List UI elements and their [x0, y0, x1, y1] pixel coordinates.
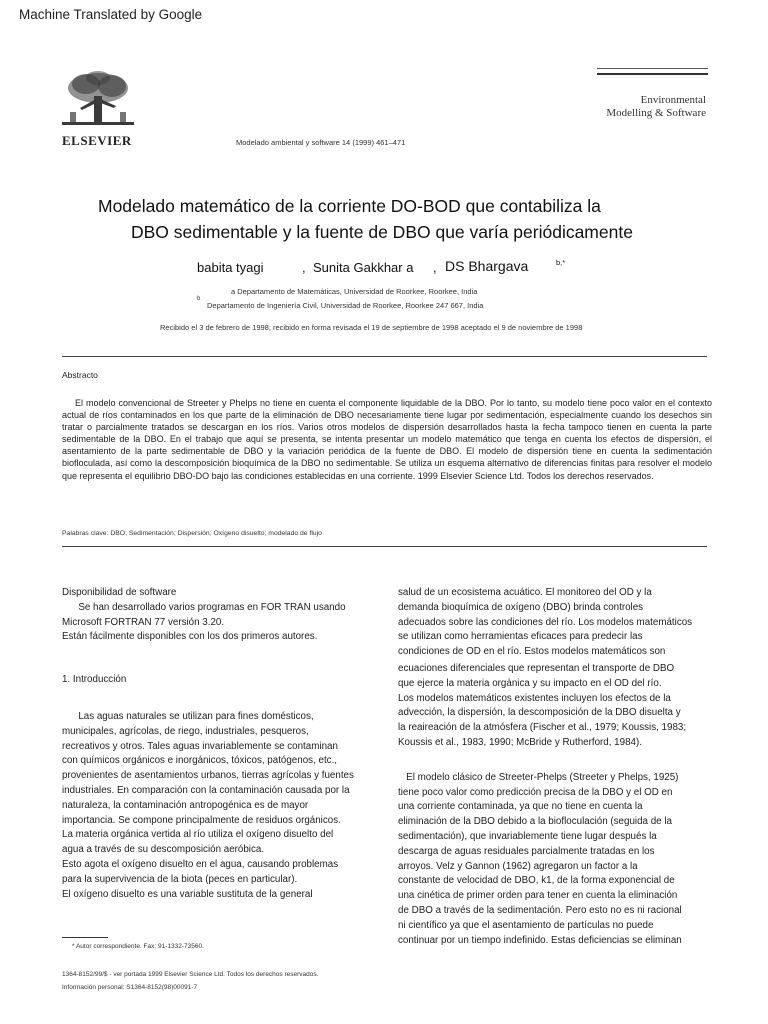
body-line: salud de un ecosistema acuático. El monitoreo del OD y la: [398, 587, 652, 598]
keywords: Palabras clave: DBO; Sedimentación; Dispersión; Oxígeno disuelto; modelado de flujo: [62, 530, 322, 537]
body-line: la reaireación de la atmósfera (Fischer et al., 1979; Koussis, 1983;: [398, 722, 687, 734]
paper-title-line1: Modelado matemático de la corriente DO-BOD que contabiliza la: [98, 196, 601, 216]
pii-line: Información personal: S1364-8152(98)00091-7: [62, 984, 198, 991]
author-separator-2: ,: [433, 260, 437, 275]
journal-title-rules: [597, 68, 708, 77]
body-line: una cinética de primer orden para tener en cuenta la eliminación: [398, 890, 678, 902]
journal-title: [570, 94, 706, 120]
abstract-text: El modelo convencional de Streeter y Phelps no tiene en cuenta el componente liquidable de la DBO. Por lo tanto, su modelo tiene poco valor en el contexto actual de ríos contaminados en los que parte de la eliminación de DBO necesariamente tiene lugar por sedimentación, especialmente cuando los desechos sin tratar o parcialmente tratados se descargan en los ríos. Varios otros modelos de dispersión desarrollados hasta la fecha tampoco tienen en cuenta la parte sedimentable de la DBO. En el trabajo que aquí se presenta, se intenta presentar un modelo matemático que tenga en cuenta los efectos de dispersión, el asentamiento de la parte sedimentable de DBO y la variación periódica de la fuente de DBO. El modelo de dispersión tiene en cuenta la sedimentación biofloculada, así como la descomposición bioquímica de la DBO no sedimentable. Se utiliza un esquema alternativo de diferencias finitas para resolver el modelo que representa el equilibrio DBO-DO bajo las condiciones establecidas en una corriente. 1999 Elsevier Science Ltd. Todos los derechos reservados.: [62, 398, 712, 481]
body-line: Esto agota el oxígeno disuelto en el agua, causando problemas: [62, 858, 339, 870]
body-line: una corriente contaminada, ya que no tiene en cuenta la: [398, 801, 643, 813]
copyright-line: 1364-8152/99/$ - ver portada 1999 Elsevier Science Ltd. Todos los derechos reservados.: [62, 971, 319, 978]
machine-translation-banner: Machine Translated by Google: [19, 7, 203, 22]
body-line: Los modelos matemáticos existentes incluyen los efectos de la: [398, 692, 671, 704]
body-line: Las aguas naturales se utilizan para fines domésticos,: [62, 710, 314, 722]
body-line: provenientes de asentamientos urbanos, tierras agrícolas y fuentes: [62, 770, 354, 782]
body-line: demanda bioquímica de oxígeno (DBO) brinda controles: [398, 601, 644, 613]
affiliation-a: a Departamento de Matemáticas, Universidad de Roorkee, Roorkee, India: [231, 287, 478, 296]
body-line: descarga de aguas residuales parcialmente tratadas en los: [398, 845, 655, 857]
body-line: con químicos orgánicos e inorgánicos, tóxicos, patógenos, etc.,: [62, 755, 338, 767]
body-line: ecuaciones diferenciales que representan el transporte de DBO: [398, 662, 675, 674]
body-line: Koussis et al., 1983, 1990; McBride y Rutherford, 1984).: [398, 736, 642, 748]
right-column: [398, 586, 718, 948]
body-line: industriales. En comparación con la contaminación causada por la: [62, 784, 350, 796]
body-line: Microsoft FORTRAN 77 versión 3.20.: [62, 616, 225, 628]
body-line: constante de velocidad de DBO, k1, de la forma exponencial de: [398, 875, 675, 887]
left-column: [62, 586, 382, 902]
body-line: La materia orgánica vertida al río utiliza el oxígeno disuelto del: [62, 829, 334, 841]
abstract-heading: Abstracto: [62, 370, 98, 380]
footnote-rule: [62, 937, 108, 938]
body-line: Se han desarrollado varios programas en FOR TRAN usando: [62, 601, 346, 613]
author-2: Sunita Gakkhar a: [313, 260, 414, 275]
body-line: para la supervivencia de la biota (peces en particular).: [62, 873, 298, 885]
section-heading-intro: 1. Introducción: [62, 674, 127, 686]
author-3-superscript: b,*: [556, 258, 566, 267]
body-line: recreativos y otros. Tales aguas invariablemente se contaminan: [62, 740, 338, 752]
body-line: arroyos. Velz y Gannon (1962) agregaron un factor a la: [398, 860, 638, 872]
affiliation-b: Departamento de Ingeniería Civil, Universidad de Roorkee, Roorkee 247 667, India: [207, 301, 484, 310]
affiliation-b-mark: b: [197, 296, 201, 302]
body-line: agua a través de su descomposición aeróbica.: [62, 844, 265, 856]
received-dates: Recibido el 3 de febrero de 1998; recibido en forma revisada el 19 de septiembre de 1998 aceptado el 9 de noviembre de 1998: [160, 323, 583, 332]
body-line: sedimentación), que invariablemente tiene lugar después la: [398, 830, 657, 842]
body-line: advección, la dispersión, la descomposición de la DBO disuelta y: [398, 707, 681, 719]
software-heading: Disponibilidad de software: [62, 587, 177, 598]
body-line: importancia. Se compone principalmente de residuos orgánicos.: [62, 814, 341, 826]
body-line: adecuados sobre las condiciones del río. Los modelos matemáticos: [398, 616, 693, 628]
body-line: municipales, agrícolas, de riego, industriales, pesqueros,: [62, 725, 309, 737]
body-line: naturaleza, la contaminación antropogénica es de mayor: [62, 799, 309, 811]
body-line: El oxígeno disuelto es una variable sustituta de la general: [62, 888, 313, 900]
elsevier-tree-logo: [58, 68, 138, 132]
author-separator-1: ,: [302, 260, 306, 275]
author-1: babita tyagi: [197, 260, 264, 275]
journal-title-line2: Modelling & Software: [606, 107, 706, 119]
body-line: se utilizan como herramientas eficaces para predecir las: [398, 631, 643, 643]
divider-bottom: [62, 546, 707, 547]
journal-title-line1: Environmental: [640, 94, 706, 106]
body-line: de DBO a través de la sedimentación. Pero esto no es ni racional: [398, 904, 682, 916]
divider-top: [62, 356, 707, 357]
footnote-corresponding-author: * Autor correspondiente. Fax: 91-1332-73560.: [72, 943, 204, 950]
body-line: que ejerce la materia orgánica y su impacto en el OD del río.: [398, 677, 662, 689]
paper-title-line2: DBO sedimentable y la fuente de DBO que varía periódicamente: [131, 222, 633, 242]
body-line: El modelo clásico de Streeter-Phelps (Streeter y Phelps, 1925): [398, 771, 679, 783]
journal-reference: Modelado ambiental y software 14 (1999) 461–471: [236, 138, 406, 147]
author-3: DS Bhargava: [445, 258, 529, 274]
body-line: eliminación de la DBO debido a la biofloculación (seguida de la: [398, 816, 672, 828]
body-line: ni científico ya que el asentamiento de partículas no puede: [398, 919, 654, 931]
body-line: tiene poco valor como predicción precisa de la DBO y el OD en: [398, 786, 673, 798]
body-line: Están fácilmente disponibles con los dos primeros autores.: [62, 631, 318, 643]
publisher-name: ELSEVIER: [62, 133, 132, 148]
body-line: condiciones de OD en el río. Estos modelos matemáticos son: [398, 646, 666, 658]
body-line: continuar por un tiempo indefinido. Estas deficiencias se eliminan: [398, 934, 682, 946]
